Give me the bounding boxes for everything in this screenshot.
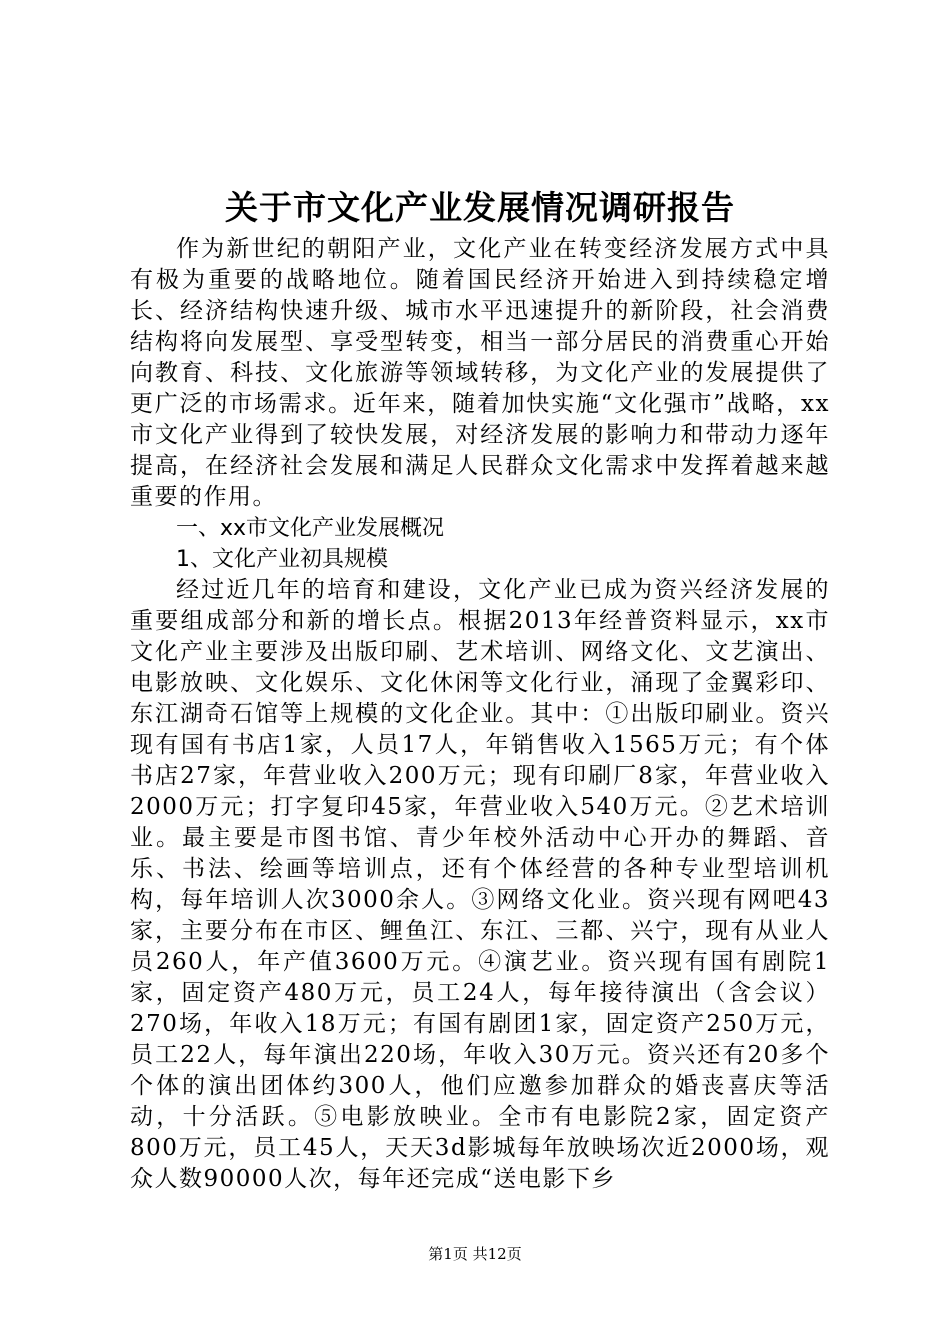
page-number-footer: 第1页 共12页	[428, 1245, 522, 1263]
document-body	[130, 186, 830, 1195]
document-title: 关于市文化产业发展情况调研报告	[225, 188, 735, 227]
subsection-heading: 1、文化产业初具规模	[176, 547, 388, 572]
section-heading: 一、xx市文化产业发展概况	[176, 516, 445, 541]
intro-paragraph: 作为新世纪的朝阳产业，文化产业在转变经济发展方式中具有极为重要的战略地位。随着国民经济开始进入到持续稳定增长、经济结构快速升级、城市水平迅速提升的新阶段，社会消费结构将向发展型、享受型转变，相当一部分居民的消费重心开始向教育、科技、文化旅游等领域转移，为文化产业的发展提供了更广泛的市场需求。近年来，随着加快实施“文化强市”战略，xx市文化产业得到了较快发展，对经济发展的影响力和带动力逐年提高，在经济社会发展和满足人民群众文化需求中发挥着越来越重要的作用。	[130, 236, 830, 510]
body-paragraph: 经过近几年的培育和建设，文化产业已成为资兴经济发展的重要组成部分和新的增长点。根据2013年经普资料显示，xx市文化产业主要涉及出版印刷、艺术培训、网络文化、文艺演出、电影放映、文化娱乐、文化休闲等文化行业，涌现了金翼彩印、东江湖奇石馆等上规模的文化企业。其中：①出版印刷业。资兴现有国有书店1家，人员17人，年销售收入1565万元；有个体书店27家，年营业收入200万元；现有印刷厂8家，年营业收入2000万元；打字复印45家，年营业收入540万元。②艺术培训业。最主要是市图书馆、青少年校外活动中心开办的舞蹈、音乐、书法、绘画等培训点，还有个体经营的各种专业型培训机构，每年培训人次3000余人。③网络文化业。资兴现有网吧43家，主要分布在市区、鲤鱼江、东江、三都、兴宁，现有从业人员260人，年产值3600万元。④演艺业。资兴现有国有剧院1家，固定资产480万元，员工24人，每年接待演出（含会议）270场，年收入18万元；有国有剧团1家，固定资产250万元，员工22人，每年演出220场，年收入30万元。资兴还有20多个个体的演出团体约300人，他们应邀参加群众的婚丧喜庆等活动，十分活跃。⑤电影放映业。全市有电影院2家，固定资产800万元，员工45人，天天3d影城每年放映场次近2000场，观众人数90000人次，每年还完成“送电影下乡	[130, 577, 830, 1192]
